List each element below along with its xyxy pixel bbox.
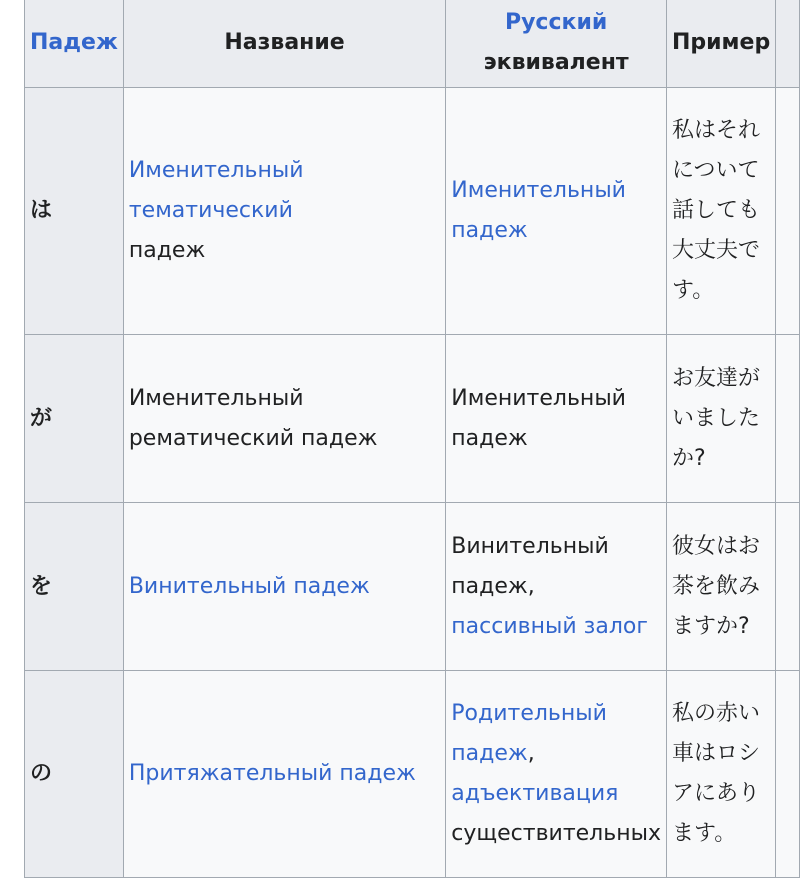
name-link[interactable]: Притяжательный падеж [128, 761, 416, 786]
name-link[interactable]: Именительный тематический [128, 158, 304, 223]
particle-cell: は [25, 88, 124, 335]
header-name[interactable]: Название [123, 0, 445, 88]
header-case-link[interactable]: Падеж [30, 30, 118, 55]
particle-cell: の [25, 671, 124, 878]
equivalent-cell [446, 88, 667, 335]
equivalent-link[interactable]: пассивный залог [451, 613, 648, 639]
header-example[interactable]: Пример [666, 0, 775, 88]
header-russian-link[interactable]: Русский [504, 10, 608, 35]
particle-cell: を [25, 503, 124, 671]
particle-cell: が [25, 335, 124, 503]
header-row [25, 0, 800, 88]
example-cell: 私はそれについて話しても大丈夫です。 [666, 88, 775, 335]
header-russian-equivalent[interactable] [446, 0, 667, 88]
grammatical-cases-table [24, 0, 800, 878]
table-row [25, 671, 800, 878]
name-link[interactable]: Винительный падеж [128, 573, 370, 599]
overflow-cell [776, 88, 800, 335]
name-cell [123, 671, 445, 878]
overflow-cell [776, 503, 800, 671]
equivalent-text-2: существительных [451, 821, 661, 846]
table-row [25, 503, 800, 671]
table-row [25, 88, 800, 335]
header-overflow [776, 0, 800, 88]
equivalent-comma: , [527, 741, 535, 766]
equivalent-text: Винительный падеж, [451, 533, 609, 599]
name-cell: Именительный рематический падеж [123, 335, 445, 503]
name-cell [123, 88, 445, 335]
equivalent-link-2[interactable]: адъективация [451, 781, 619, 806]
equivalent-link[interactable]: Именительный падеж [451, 178, 626, 243]
name-cell [123, 503, 445, 671]
name-text: падеж [128, 238, 206, 263]
table-row [25, 335, 800, 503]
overflow-cell [776, 335, 800, 503]
equivalent-cell [446, 671, 667, 878]
overflow-cell [776, 671, 800, 878]
example-cell: 私の赤い車はロシアにあります。 [666, 671, 775, 878]
equivalent-link[interactable]: Родительный падеж [451, 701, 607, 766]
example-cell: お友達がいましたか? [666, 335, 775, 503]
equivalent-cell [446, 503, 667, 671]
header-case[interactable] [25, 0, 124, 88]
equivalent-cell: Именительный падеж [446, 335, 667, 503]
example-cell: 彼女はお茶を飲みますか? [666, 503, 775, 671]
header-russian-rest: эквивалент [483, 50, 629, 75]
